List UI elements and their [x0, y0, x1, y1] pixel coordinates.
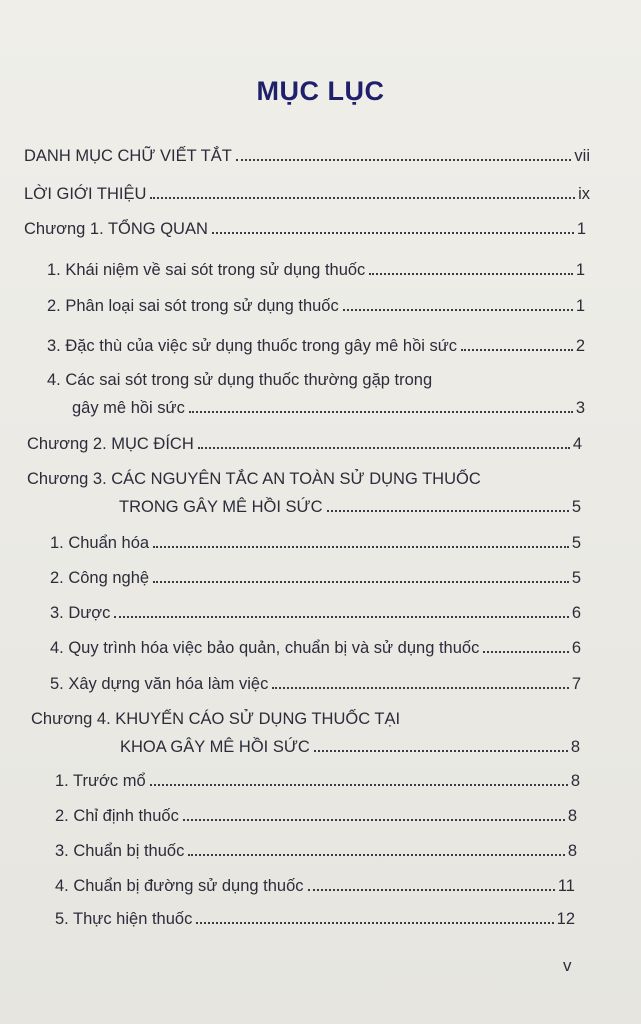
page-title: MỤC LỤC: [256, 76, 385, 106]
dot-leader: [150, 783, 568, 786]
toc-entry-label: LỜI GIỚI THIỆU: [24, 185, 147, 203]
toc-entry: [27, 434, 582, 454]
toc-entry-label: 5. Thực hiện thuốc: [55, 910, 193, 928]
toc-entry: [55, 771, 580, 791]
toc-page-number: 2: [575, 337, 585, 355]
dot-leader: [198, 446, 570, 449]
toc-entry: [24, 184, 590, 204]
toc-entry-label: DANH MỤC CHỮ VIẾT TẮT: [24, 147, 232, 165]
toc-entry-label: 1. Chuẩn hóa: [50, 534, 150, 552]
toc-entry-label: 4. Chuẩn bị đường sử dụng thuốc: [55, 877, 304, 895]
toc-entry-label: TRONG GÂY MÊ HỒI SỨC: [119, 498, 323, 516]
toc-page-number: 8: [570, 772, 580, 790]
toc-entry-label: 4. Quy trình hóa việc bảo quản, chuẩn bị và sử dụng thuốc: [50, 639, 480, 657]
toc-entry-label: 5. Xây dựng văn hóa làm việc: [50, 675, 269, 693]
dot-leader: [461, 348, 573, 351]
toc-page-number: 3: [575, 399, 585, 417]
toc-entry: [55, 876, 575, 896]
toc-page-number: 5: [571, 569, 581, 587]
toc-entry-label-line1: Chương 3. CÁC NGUYÊN TẮC AN TOÀN SỬ DỤNG THUỐC: [27, 470, 481, 488]
toc-page-number: 8: [567, 842, 577, 860]
toc-entry: [24, 219, 586, 239]
dot-leader: [114, 615, 568, 618]
dot-leader: [153, 545, 569, 548]
toc-entry-label: 3. Chuẩn bị thuốc: [55, 842, 185, 860]
toc-entry-label: 1. Trước mổ: [55, 772, 146, 790]
toc-entry: [47, 260, 585, 280]
toc-page-number: 1: [576, 220, 586, 238]
dot-leader: [150, 196, 575, 199]
dot-leader: [189, 410, 573, 413]
toc-page-number: 5: [571, 498, 581, 516]
toc-page-number: 8: [567, 807, 577, 825]
toc-page-number: 1: [575, 297, 585, 315]
toc-page-number: 8: [570, 738, 580, 756]
toc-entry: [55, 806, 577, 826]
toc-entry-label: 3. Dược: [50, 604, 111, 622]
toc-entry: [24, 146, 590, 166]
dot-leader: [308, 888, 555, 891]
dot-leader: [483, 650, 568, 653]
toc-entry: [50, 533, 581, 553]
toc-entry-label: 2. Chỉ định thuốc: [55, 807, 179, 825]
toc-entry-label: 2. Phân loại sai sót trong sử dụng thuốc: [47, 297, 339, 315]
toc-page-number: 6: [571, 604, 581, 622]
toc-entry: [55, 841, 577, 861]
toc-entry-label: 2. Công nghệ: [50, 569, 150, 587]
dot-leader: [369, 272, 573, 275]
dot-leader: [314, 749, 568, 752]
toc-page-number: 5: [571, 534, 581, 552]
toc-entry-label: 1. Khái niệm về sai sót trong sử dụng thuốc: [47, 261, 366, 279]
toc-entry: [119, 497, 581, 517]
toc-entry: [50, 638, 581, 658]
toc-entry-label-line1: 4. Các sai sót trong sử dụng thuốc thường gặp trong: [47, 371, 433, 389]
toc-page-number: ix: [578, 185, 590, 203]
dot-leader: [272, 686, 568, 689]
toc-entry-label: Chương 1. TỔNG QUAN: [24, 220, 208, 238]
toc-entry: [50, 603, 581, 623]
toc-page-number: 4: [572, 435, 582, 453]
toc-page-number: 6: [571, 639, 581, 657]
dot-leader: [188, 853, 564, 856]
toc-entry: [50, 568, 581, 588]
toc-entry-label: Chương 2. MỤC ĐÍCH: [27, 435, 194, 453]
dot-leader: [183, 818, 565, 821]
toc-page-number: 1: [575, 261, 585, 279]
toc-entry-label: 3. Đặc thù của việc sử dụng thuốc trong gây mê hồi sức: [47, 337, 458, 355]
toc-page-number: 11: [557, 877, 575, 895]
dot-leader: [343, 308, 573, 311]
toc-entry-label: KHOA GÂY MÊ HỒI SỨC: [120, 738, 310, 756]
toc-page-number: 7: [571, 675, 581, 693]
toc-page-number: 12: [556, 910, 575, 928]
toc-entry: [47, 336, 585, 356]
dot-leader: [153, 580, 569, 583]
toc-entry: [55, 909, 575, 929]
toc-entry-label-line1: Chương 4. KHUYẾN CÁO SỬ DỤNG THUỐC TẠI: [31, 710, 401, 728]
toc-entry-label: gây mê hồi sức: [72, 399, 185, 417]
toc-entry: [72, 398, 585, 418]
toc-entry: [120, 737, 580, 757]
dot-leader: [236, 158, 572, 161]
dot-leader: [212, 231, 574, 234]
toc-page-number: vii: [574, 147, 590, 165]
dot-leader: [196, 921, 553, 924]
page-folio: v: [563, 956, 572, 975]
toc-entry: [50, 674, 581, 694]
toc-entry: [47, 296, 585, 316]
dot-leader: [327, 509, 569, 512]
